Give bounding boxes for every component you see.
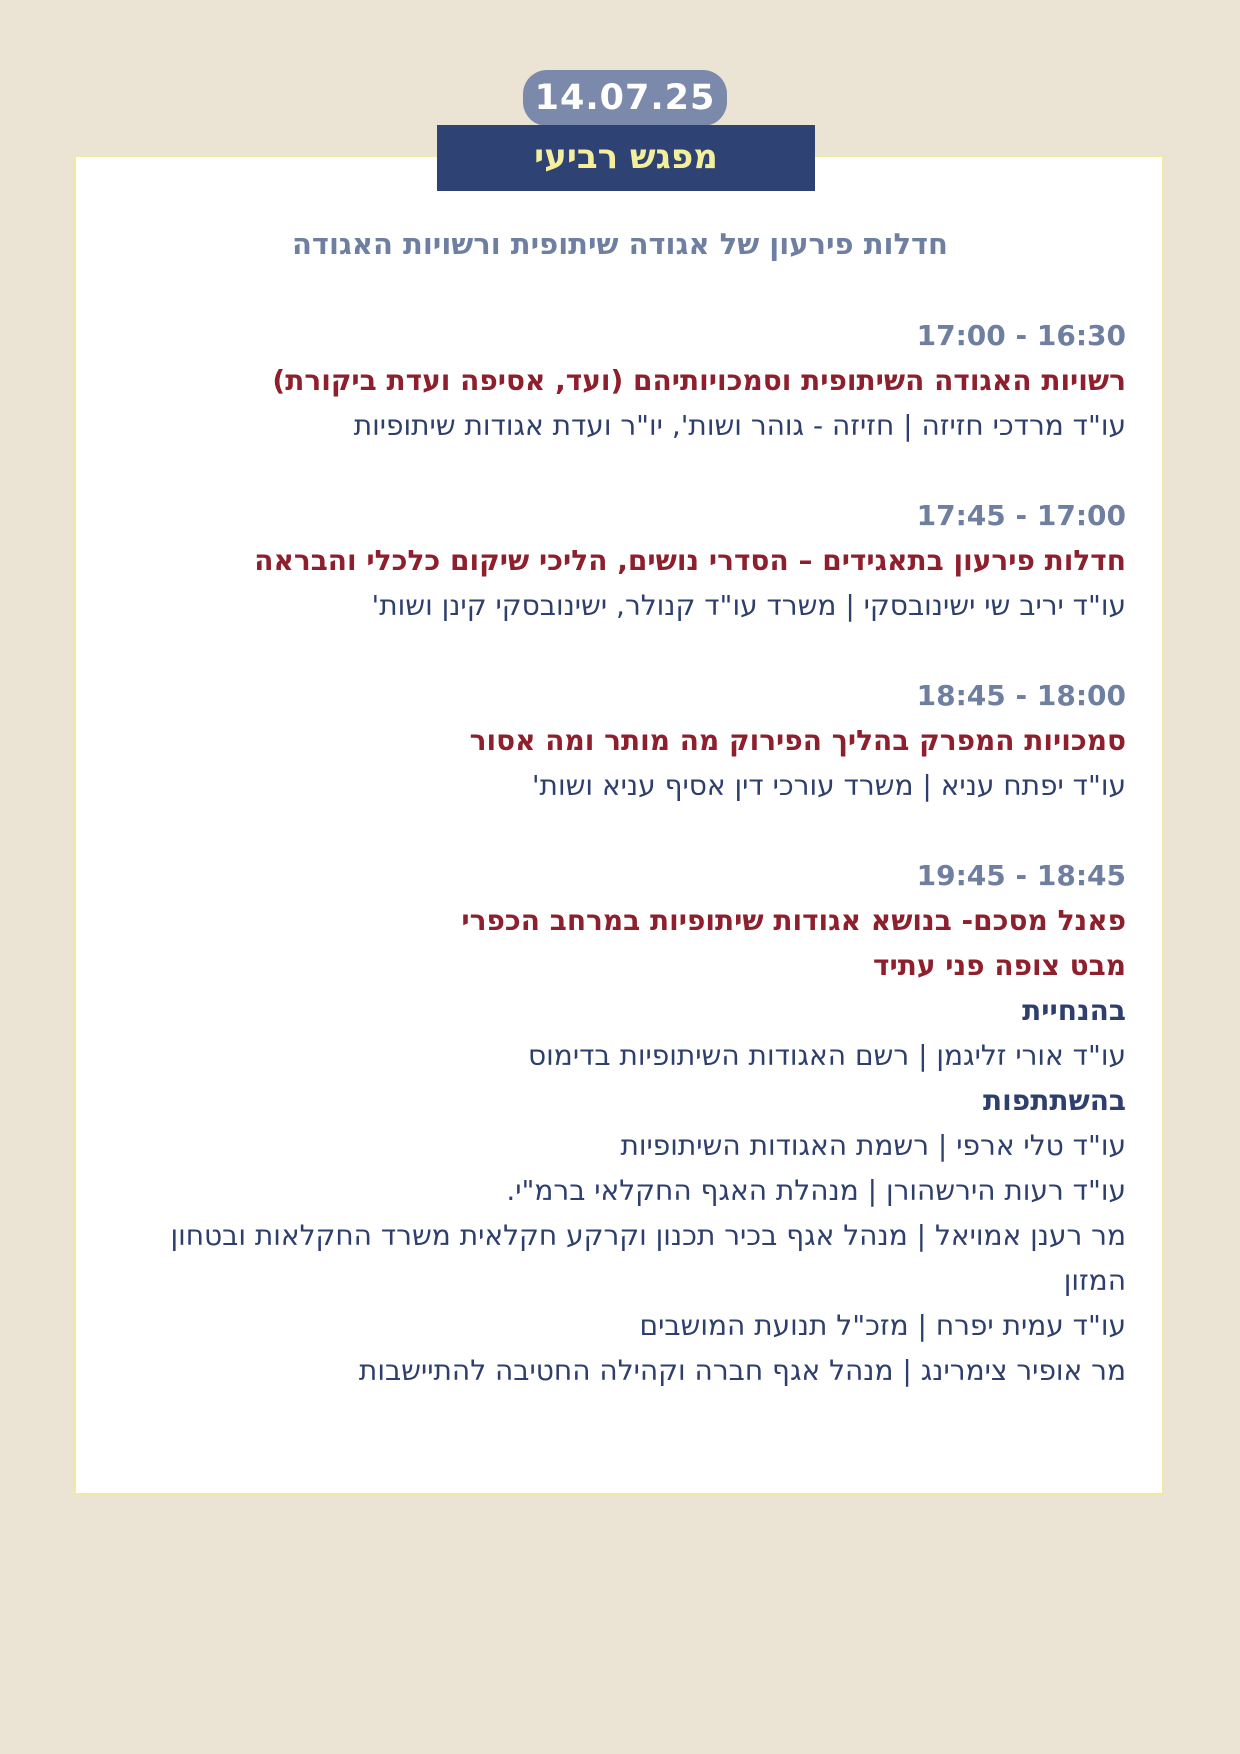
panel-title-line-2: מבט צופה פני עתיד bbox=[873, 949, 1126, 982]
panel-moderator: עו"ד אורי זליגמן | רשם האגודות השיתופיות בדימוס bbox=[528, 1039, 1126, 1072]
participation-label: בהשתתפות bbox=[983, 1084, 1126, 1117]
panel-participant: עו"ד עמית יפרח | מזכ"ל תנועת המושבים bbox=[639, 1309, 1126, 1342]
session-1 bbox=[106, 313, 1126, 448]
session-speaker: עו"ד יריב שי ישינובסקי | משרד עו"ד קנולר, ישינובסקי קינן ושות' bbox=[371, 589, 1126, 622]
session-speaker: עו"ד מרדכי חזיזה | חזיזה - גוהר ושות', יו"ר ועדת אגודות שיתופיות bbox=[353, 409, 1126, 442]
spacer bbox=[106, 808, 1126, 853]
panel-participant: מר רענן אמויאל | מנהל אגף בכיר תכנון וקרקע חקלאית משרד החקלאות ובטחון המזון bbox=[170, 1219, 1126, 1297]
session-speaker: עו"ד יפתח עניא | משרד עורכי דין אסיף עניא ושות' bbox=[531, 769, 1126, 802]
session-title: רשויות האגודה השיתופית וסמכויותיהם (ועד, אסיפה ועדת ביקורת) bbox=[272, 364, 1126, 397]
session-3 bbox=[106, 673, 1126, 808]
session-time: 17:45 - 17:00 bbox=[916, 499, 1126, 532]
date-badge: 14.07.25 bbox=[523, 70, 727, 126]
session-time: 17:00 - 16:30 bbox=[916, 319, 1126, 352]
spacer bbox=[106, 628, 1126, 673]
panel-participant: עו"ד טלי ארפי | רשמת האגודות השיתופיות bbox=[620, 1129, 1126, 1162]
session-time: 19:45 - 18:45 bbox=[916, 859, 1126, 892]
agenda-content bbox=[106, 313, 1126, 1393]
panel-title-line-1: פאנל מסכם- בנושא אגודות שיתופיות במרחב הכפרי bbox=[461, 904, 1126, 937]
meeting-title-banner: מפגש רביעי bbox=[437, 125, 815, 191]
panel-participant: עו"ד רעות הירשהורן | מנהלת האגף החקלאי ברמ"י. bbox=[506, 1174, 1126, 1207]
session-2 bbox=[106, 493, 1126, 628]
spacer bbox=[106, 448, 1126, 493]
moderation-label: בהנחיית bbox=[1022, 994, 1126, 1027]
agenda-subtitle: חדלות פירעון של אגודה שיתופית ורשויות האגודה bbox=[292, 227, 948, 261]
session-4-panel bbox=[106, 853, 1126, 1393]
session-title: חדלות פירעון בתאגידים – הסדרי נושים, הליכי שיקום כלכלי והבראה bbox=[254, 544, 1126, 577]
session-title: סמכויות המפרק בהליך הפירוק מה מותר ומה אסור bbox=[469, 724, 1126, 757]
session-time: 18:45 - 18:00 bbox=[916, 679, 1126, 712]
panel-participant: מר אופיר צימרינג | מנהל אגף חברה וקהילה החטיבה להתיישבות bbox=[358, 1354, 1126, 1387]
